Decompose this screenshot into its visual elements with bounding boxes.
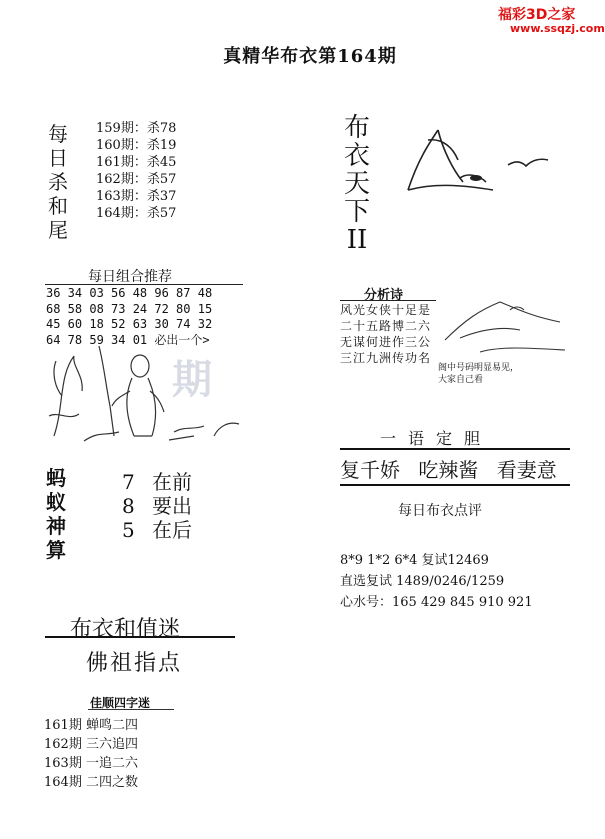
ant-god-row: 5 在后 bbox=[122, 518, 192, 542]
review-heading: 每日布衣点评 bbox=[398, 503, 482, 519]
daily-kill-list bbox=[96, 120, 176, 222]
list-item: 二十五路博二六 bbox=[340, 319, 432, 333]
list-item: 163期 一追二六 bbox=[44, 756, 138, 771]
riddle-title: 佳顺四字迷 bbox=[90, 696, 151, 710]
list-item: 无谋何进作三公 bbox=[340, 335, 432, 349]
list-item: 64 78 59 34 01 必出一个> bbox=[46, 332, 210, 347]
list-item: 162期 三六追四 bbox=[44, 737, 138, 752]
buyi-title: 布衣和值迷 bbox=[70, 617, 181, 642]
buyi-subtitle: 佛祖指点 bbox=[86, 651, 183, 676]
poem-lines bbox=[340, 302, 431, 366]
ant-god-row: 8 要出 bbox=[122, 494, 192, 518]
list-item: 161期 蝉鸣二四 bbox=[44, 718, 138, 733]
list-item: 163期：杀37 bbox=[96, 189, 177, 204]
mountain-sketch bbox=[440, 290, 570, 360]
daily-kill-label: 每 日 杀 和 尾 bbox=[48, 122, 68, 242]
tip-item: 复千娇 bbox=[340, 458, 400, 482]
list-item: 159期：杀78 bbox=[96, 121, 177, 136]
bird-sketch bbox=[398, 120, 558, 200]
list-item: 160期：杀19 bbox=[96, 138, 177, 153]
divider bbox=[45, 636, 235, 638]
divider bbox=[45, 284, 243, 285]
tip-item: 吃辣酱 bbox=[418, 458, 479, 482]
list-item: 164期 二四之数 bbox=[44, 775, 138, 790]
sage-illustration bbox=[44, 336, 244, 446]
list-item: 161期：杀45 bbox=[96, 155, 177, 170]
list-item: 68 58 08 73 24 72 80 15 bbox=[46, 301, 213, 316]
page-title: 真精华布衣第164期 bbox=[223, 46, 397, 67]
combo-title: 每日组合推荐 bbox=[88, 269, 172, 285]
poem-title: 分析诗 bbox=[364, 288, 404, 303]
list-item: 8*9 1*2 6*4 复试12469 bbox=[340, 553, 489, 568]
tip-item: 看妻意 bbox=[496, 458, 557, 482]
list-item: 三江九洲传功名 bbox=[340, 351, 432, 365]
list-item: 心水号：165 429 845 910 921 bbox=[340, 595, 533, 610]
tianxia-heading: 布 衣 天 下 II bbox=[343, 113, 370, 255]
divider bbox=[340, 300, 436, 301]
divider bbox=[340, 484, 570, 486]
number-lines bbox=[340, 550, 533, 613]
watermark-site-name: 福彩3D之家 bbox=[498, 7, 576, 23]
list-item: 164期：杀57 bbox=[96, 206, 177, 221]
ant-god-row: 7 在前 bbox=[122, 470, 192, 494]
ant-god-label: 蚂 蚁 神 算 bbox=[46, 466, 66, 562]
poem-note: 阁中号码明显易见， 大家自己看 bbox=[438, 363, 520, 385]
riddle-list bbox=[44, 716, 138, 792]
yiyu-heading: 一语定胆 bbox=[380, 429, 493, 448]
list-item: 直选复试 1489/0246/1259 bbox=[340, 574, 505, 589]
divider bbox=[340, 448, 570, 450]
watermark-url: www.ssqzj.com bbox=[510, 22, 605, 35]
list-item: 风光女侠十足是 bbox=[340, 303, 432, 317]
watermark-ghost-text: 期 bbox=[172, 356, 212, 403]
list-item: 45 60 18 52 63 30 74 32 bbox=[46, 317, 213, 331]
divider bbox=[88, 709, 174, 710]
list-item: 162期：杀57 bbox=[96, 172, 177, 187]
tips-row bbox=[340, 454, 569, 483]
list-item: 36 34 03 56 48 96 87 48 bbox=[46, 286, 213, 300]
